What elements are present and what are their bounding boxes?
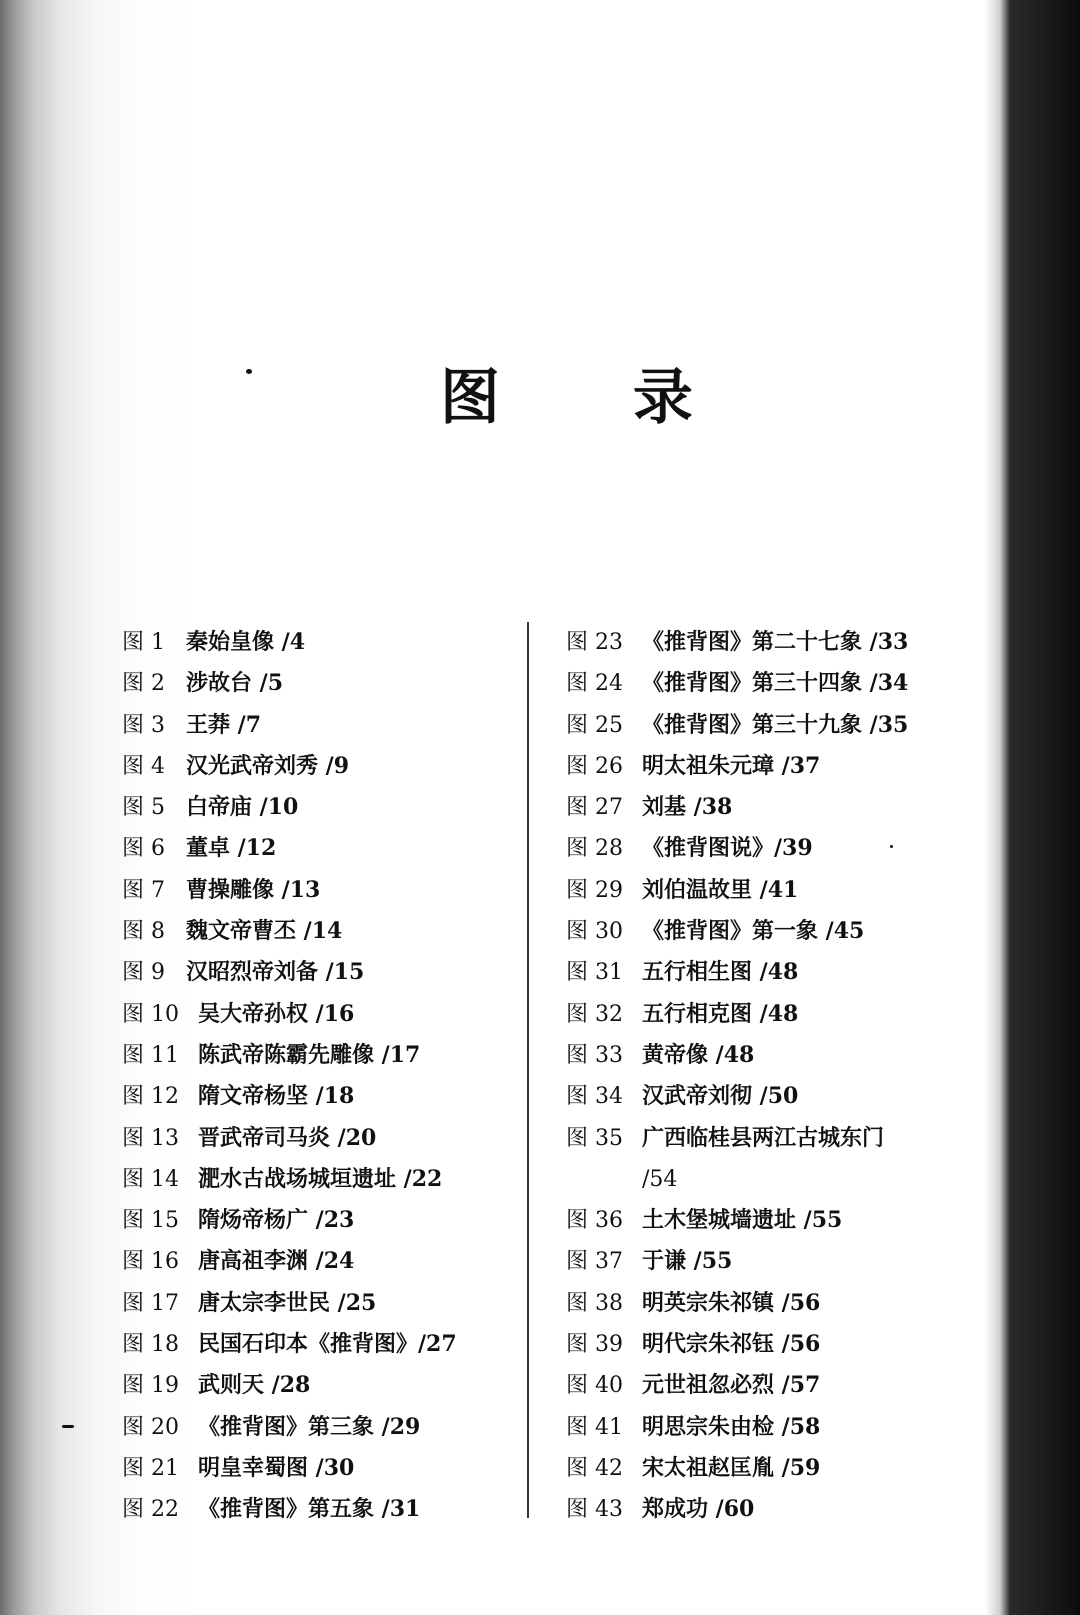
figure-number: 图 6 (122, 836, 165, 862)
figure-caption: 郑成功 /60 (642, 1496, 755, 1523)
figure-number: 图 31 (566, 960, 623, 986)
figure-caption: 明思宗朱由检 /58 (642, 1413, 821, 1440)
figure-caption: 《推背图》第三十四象 /34 (642, 670, 909, 697)
figure-caption: 刘基 /38 (642, 794, 733, 821)
figure-number: 图 23 (566, 630, 623, 655)
figure-number: 图 32 (566, 1001, 623, 1027)
figure-number: 图 11 (122, 1042, 179, 1068)
figure-number: 图 15 (122, 1208, 179, 1234)
figure-caption: 土木堡城墙遗址 /55 (642, 1207, 843, 1234)
figure-number: 图 10 (122, 1001, 179, 1027)
figure-caption: 晋武帝司马炎 /20 (198, 1124, 377, 1151)
figure-caption: 《推背图说》/39 (642, 835, 813, 862)
figure-number: 图 29 (566, 877, 623, 903)
figure-caption-continuation: /54 (642, 1166, 678, 1192)
figure-caption: 隋炀帝杨广 /23 (198, 1207, 355, 1234)
figure-caption: 秦始皇像 /4 (186, 629, 306, 655)
figure-caption: 宋太祖赵匡胤 /59 (642, 1454, 821, 1481)
figure-caption: 元世祖忽必烈 /57 (642, 1372, 821, 1399)
ink-speck (246, 369, 252, 374)
figure-caption: 《推背图》第三象 /29 (198, 1413, 421, 1440)
figure-number: 图 35 (566, 1125, 623, 1151)
figure-number: 图 20 (122, 1414, 179, 1440)
figure-caption: 汉昭烈帝刘备 /15 (186, 959, 365, 986)
figure-number: 图 33 (566, 1042, 623, 1068)
figure-caption: 曹操雕像 /13 (186, 876, 321, 903)
figure-number: 图 21 (122, 1455, 179, 1481)
figure-number: 图 14 (122, 1166, 179, 1192)
figure-number: 图 37 (566, 1249, 623, 1275)
figure-number: 图 43 (566, 1497, 623, 1523)
figure-caption: 陈武帝陈霸先雕像 /17 (198, 1041, 421, 1068)
figure-number: 图 22 (122, 1497, 179, 1523)
figure-caption: 王莽 /7 (186, 711, 262, 738)
figure-caption: 民国石印本《推背图》/27 (198, 1331, 457, 1358)
figure-number: 图 2 (122, 671, 165, 697)
figure-caption: 明英宗朱祁镇 /56 (642, 1289, 821, 1316)
figure-caption: 五行相克图 /48 (642, 1000, 799, 1027)
figure-number: 图 1 (122, 630, 165, 655)
figure-caption: 汉武帝刘彻 /50 (642, 1083, 799, 1110)
figure-caption: 汉光武帝刘秀 /9 (186, 752, 350, 779)
figure-number: 图 13 (122, 1125, 179, 1151)
figure-caption: 明代宗朱祁钰 /56 (642, 1331, 821, 1358)
figure-number: 图 9 (122, 960, 165, 986)
figure-caption: 五行相生图 /48 (642, 959, 799, 986)
figure-caption: 《推背图》第三十九象 /35 (642, 711, 909, 738)
figure-number: 图 4 (122, 753, 165, 779)
figure-number: 图 7 (122, 877, 165, 903)
figure-number: 图 42 (566, 1455, 623, 1481)
figure-caption: 唐太宗李世民 /25 (198, 1289, 377, 1316)
figure-number: 图 36 (566, 1208, 623, 1234)
figure-caption: 吴大帝孙权 /16 (198, 1000, 355, 1027)
figure-number: 图 39 (566, 1332, 623, 1358)
figure-number: 图 17 (122, 1290, 179, 1316)
column-divider (527, 622, 529, 1518)
figure-caption: 唐高祖李渊 /24 (198, 1248, 355, 1275)
figure-caption: 《推背图》第五象 /31 (198, 1496, 421, 1523)
ink-speck (62, 1425, 74, 1428)
figure-number: 图 3 (122, 712, 165, 738)
figure-caption: 明太祖朱元璋 /37 (642, 752, 821, 779)
figure-caption: 于谦 /55 (642, 1248, 733, 1275)
figure-number: 图 25 (566, 712, 623, 738)
figure-number: 图 8 (122, 919, 165, 945)
figure-number: 图 41 (566, 1414, 623, 1440)
figure-caption: 《推背图》第二十七象 /33 (642, 629, 909, 655)
figure-caption: 涉故台 /5 (186, 670, 284, 697)
figure-number: 图 30 (566, 919, 623, 945)
figure-caption: 黄帝像 /48 (642, 1041, 755, 1068)
page-title: 图 录 (440, 363, 749, 433)
figure-caption: 董卓 /12 (186, 835, 277, 862)
figure-caption: 《推背图》第一象 /45 (642, 918, 865, 945)
figure-caption: 淝水古战场城垣遗址 /22 (198, 1165, 443, 1192)
figure-caption: 广西临桂县两江古城东门 (642, 1124, 885, 1151)
figure-number: 图 34 (566, 1084, 623, 1110)
figure-number: 图 24 (566, 671, 623, 697)
figure-number: 图 40 (566, 1373, 623, 1399)
figure-caption: 武则天 /28 (198, 1372, 311, 1399)
figure-number: 图 19 (122, 1373, 179, 1399)
figure-caption: 明皇幸蜀图 /30 (198, 1454, 355, 1481)
figure-number: 图 28 (566, 836, 623, 862)
figure-number: 图 5 (122, 795, 165, 821)
figure-number: 图 27 (566, 795, 623, 821)
figure-number: 图 16 (122, 1249, 179, 1275)
figure-number: 图 38 (566, 1290, 623, 1316)
figure-caption: 隋文帝杨坚 /18 (198, 1083, 355, 1110)
ink-speck (890, 845, 893, 848)
figure-caption: 刘伯温故里 /41 (642, 876, 799, 903)
figure-number: 图 26 (566, 753, 623, 779)
figure-caption: 魏文帝曹丕 /14 (186, 918, 343, 945)
figure-number: 图 12 (122, 1084, 179, 1110)
figure-caption: 白帝庙 /10 (186, 794, 299, 821)
figure-number: 图 18 (122, 1332, 179, 1358)
